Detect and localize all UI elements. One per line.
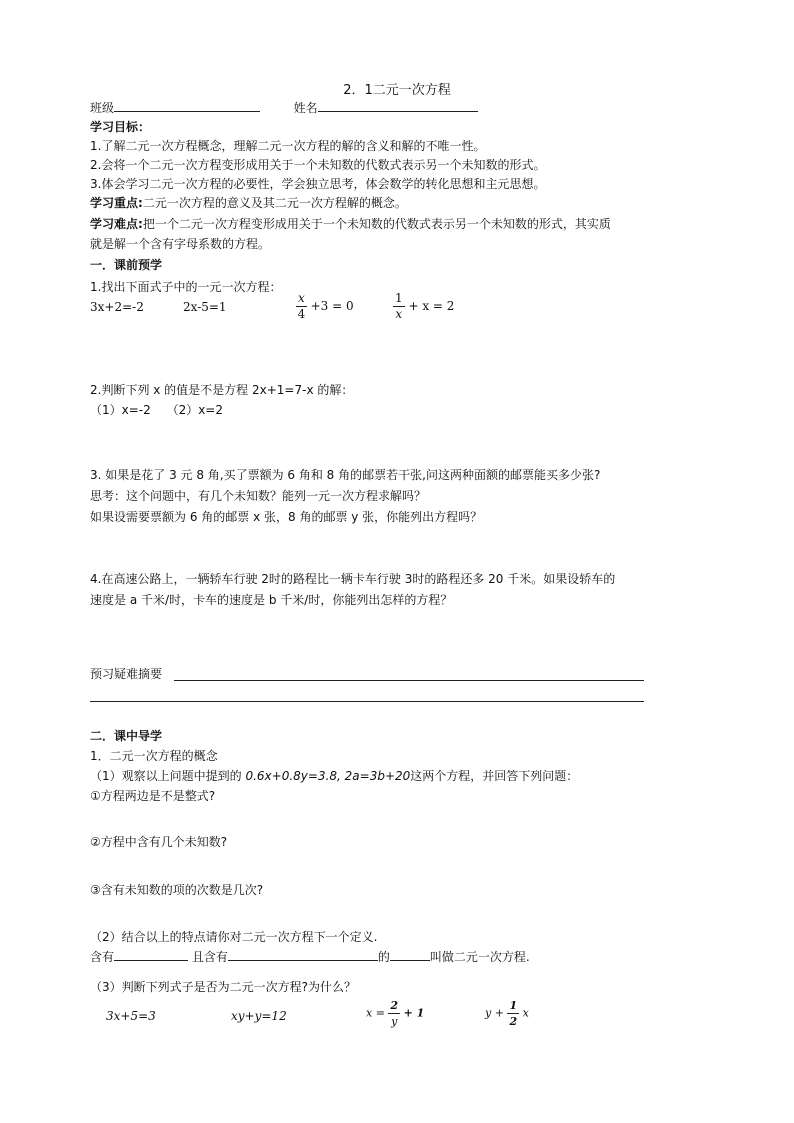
key-text: 二元一次方程的意义及其二元一次方程解的概念。: [142, 196, 407, 210]
definition-fill: [90, 947, 530, 966]
eq3-rest: + 1: [403, 1006, 425, 1020]
frac2-rest: + x = 2: [408, 299, 455, 313]
eq4-lhs: y +: [485, 1006, 504, 1020]
def-part-a: 含有: [90, 950, 115, 964]
q1-eq-2: 2x-5=1: [183, 300, 227, 314]
goal-item-1: 1.了解二元一次方程概念，理解二元一次方程的解的含义和解的不唯一性。: [90, 139, 486, 153]
hard-heading: 学习难点:: [90, 217, 143, 231]
q1-eq-4: [393, 291, 454, 322]
goal-item-2: 2.会将一个二元一次方程变形成用关于一个未知数的代数式表示另一个未知数的形式。: [90, 158, 546, 172]
observe-post: 这两个方程，并回答下列问题：: [410, 769, 579, 783]
def-part-d: 叫做二元一次方程.: [429, 950, 530, 964]
question-2: ②方程中含有几个未知数?: [90, 835, 228, 849]
def-blank-2[interactable]: [228, 947, 378, 961]
judge-eq-4: [485, 998, 529, 1029]
header-row: [90, 98, 478, 117]
name-blank[interactable]: [318, 98, 478, 112]
q3-line-3: 如果设需要票额为 6 角的邮票 x 张，8 角的邮票 y 张，你能列出方程吗？: [90, 510, 483, 524]
page-title: 2．1二元一次方程: [343, 83, 451, 98]
goals-heading: 学习目标：: [90, 120, 151, 134]
eq3-lhs: x =: [366, 1006, 385, 1020]
def-part-b: 且含有: [191, 950, 228, 964]
concept-heading: 1．二元一次方程的概念: [90, 749, 218, 763]
frac2-den: x: [395, 307, 403, 321]
class-blank[interactable]: [114, 98, 260, 112]
observe-equations: 0.6x+0.8y=3.8, 2a=3b+20: [245, 769, 411, 783]
frac1-num: x: [298, 291, 305, 305]
question-3: ③含有未知数的项的次数是几次?: [90, 883, 264, 897]
eq3-num: 2: [390, 999, 399, 1012]
hard-text-1: 把一个二元一次方程变形成用关于一个未知数的代数式表示另一个未知数的形式，其实质: [142, 217, 611, 231]
definition-prompt: （2）结合以上的特点请你对二元一次方程下一个定义.: [90, 930, 378, 944]
observe-text: [90, 768, 578, 785]
q2-options: （1）x=-2 （2）x=2: [90, 403, 223, 417]
name-label: 姓名: [293, 101, 318, 115]
observe-pre: （1）观察以上问题中提到的: [90, 769, 246, 783]
section-preview-heading: 一．课前预学: [90, 258, 163, 272]
judge-eq-2: xy+y=12: [231, 1009, 287, 1023]
hard-text-2: 就是解一个含有字母系数的方程。: [90, 237, 271, 251]
class-label: 班级: [90, 101, 115, 115]
summary-label: 预习疑难摘要: [90, 667, 163, 681]
goal-item-3: 3.体会学习二元一次方程的必要性，学会独立思考，体会数学的转化思想和主元思想。: [90, 177, 546, 191]
key-heading: 学习重点:: [90, 196, 143, 210]
q2-text: 2.判断下列 x 的值是不是方程 2x+1=7-x 的解：: [90, 383, 354, 397]
frac2-num: 1: [395, 291, 403, 305]
eq4-den: 2: [509, 1015, 518, 1028]
frac1-den: 4: [297, 307, 306, 321]
frac1-rest: +3 = 0: [310, 299, 354, 313]
difficult-point: [90, 216, 611, 233]
summary-line-2[interactable]: [90, 701, 644, 702]
q3-line-2: 思考：这个问题中，有几个未知数？能列一元一次方程求解吗？: [90, 489, 427, 503]
key-point: [90, 195, 407, 212]
q1-eq-1: 3x+2=-2: [90, 300, 144, 314]
def-blank-1[interactable]: [114, 947, 188, 961]
q4-line-1: 4.在高速公路上，一辆轿车行驶 2时的路程比一辆卡车行驶 3时的路程还多 20 千米。如果设轿车的: [90, 572, 616, 586]
judge-eq-1: 3x+5=3: [106, 1009, 156, 1023]
section-guide-heading: 二．课中导学: [90, 729, 163, 743]
eq4-num: 1: [509, 999, 518, 1012]
judge-eq-3: [366, 998, 424, 1029]
def-part-c: 的: [377, 950, 390, 964]
q3-line-1: 3. 如果是花了 3 元 8 角,买了票额为 6 角和 8 角的邮票若干张,问这两种面额的邮票能买多少张?: [90, 468, 601, 482]
q1-eq-3: [296, 291, 354, 322]
question-1: ①方程两边是不是整式?: [90, 789, 216, 803]
summary-line-1[interactable]: [174, 680, 644, 681]
def-blank-3[interactable]: [390, 947, 430, 961]
eq3-den: y: [391, 1015, 398, 1028]
q1-text: 1.找出下面式子中的一元一次方程：: [90, 280, 282, 294]
judge-prompt: （3）判断下列式子是否为二元一次方程?为什么？: [90, 980, 357, 994]
q4-line-2: 速度是 a 千米/时，卡车的速度是 b 千米/时，你能列出怎样的方程？: [90, 593, 453, 607]
eq4-rest: x: [522, 1006, 529, 1020]
